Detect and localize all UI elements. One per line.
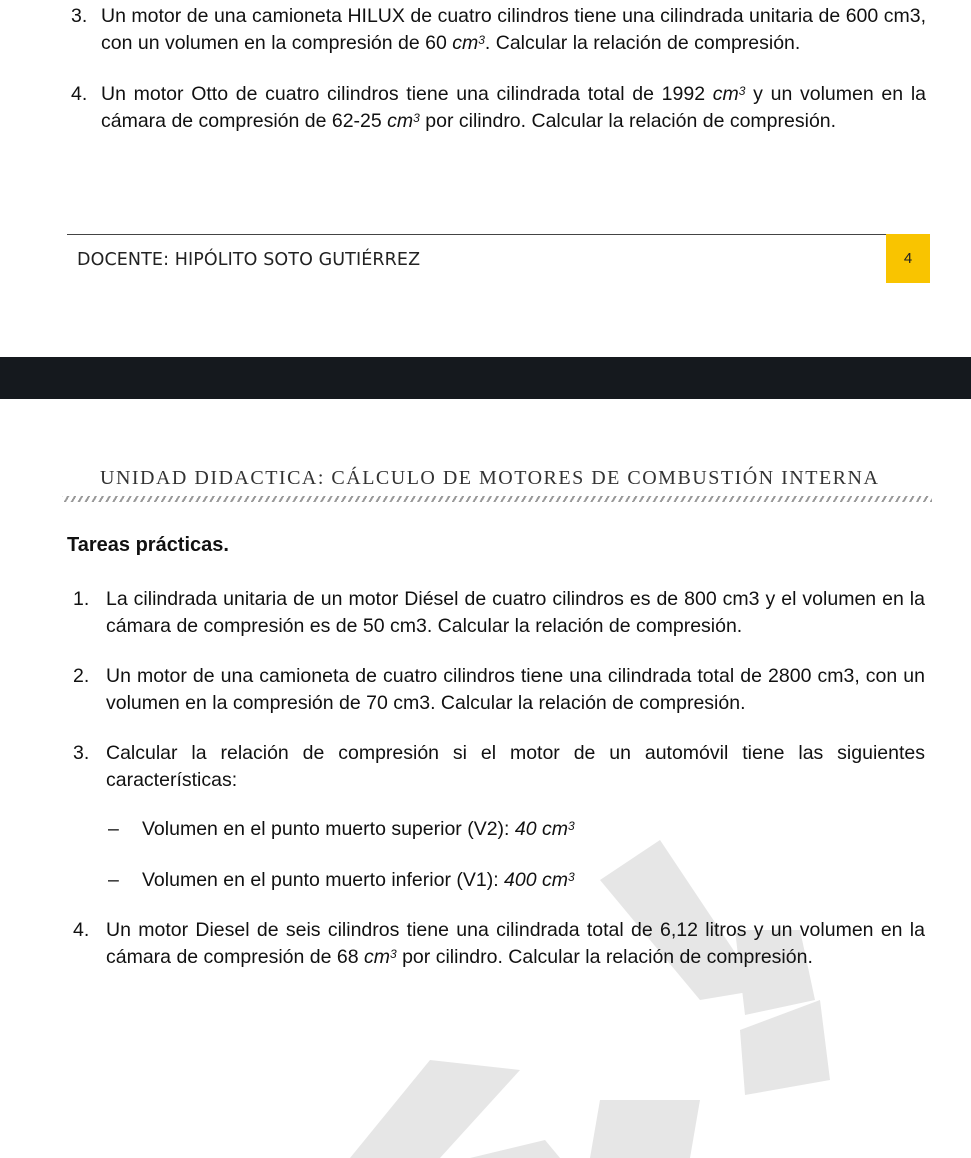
dash-bullet: – xyxy=(108,869,119,891)
header-dashed-divider xyxy=(62,496,932,502)
previous-question-4 xyxy=(71,81,926,135)
dash-bullet: – xyxy=(108,818,119,840)
characteristic-item: – Volumen en el punto muerto inferior (V1): 400 $cm^3$ xyxy=(142,867,925,894)
task-3 xyxy=(73,740,925,894)
task-number: 3. xyxy=(73,742,90,764)
unit-cm3: $cm^3$ xyxy=(452,32,485,54)
task-number: 4. xyxy=(73,919,90,941)
task-1 xyxy=(73,586,925,640)
previous-questions-list xyxy=(0,3,971,135)
characteristic-item: – Volumen en el punto muerto superior (V2): 40 $cm^3$ xyxy=(142,816,925,843)
question-number: 4. xyxy=(71,83,88,105)
task-text: La cilindrada unitaria de un motor Diésel de cuatro cilindros es de 800 cm3 y el volumen en la cámara de compresión es de 50 cm3. Calcular la relación de compresión. xyxy=(106,588,925,637)
unit-cm3: $cm^3$ xyxy=(387,110,420,132)
task-2 xyxy=(73,663,925,717)
task-4 xyxy=(73,917,925,971)
footer-divider xyxy=(67,234,886,235)
previous-question-3 xyxy=(71,3,926,57)
task-3-characteristics xyxy=(106,816,925,894)
page-separator-band xyxy=(0,357,971,399)
task-text: Un motor Diesel de seis cilindros tiene una cilindrada total de 6,12 litros y un volumen en la cámara de compresión de 68 $cm^3$ por cilindro. Calcular la relación de compresión. xyxy=(106,919,925,968)
task-number: 1. xyxy=(73,588,90,610)
footer-docente: DOCENTE: HIPÓLITO SOTO GUTIÉRREZ xyxy=(77,250,421,270)
unit-header-title: UNIDAD DIDACTICA: CÁLCULO DE MOTORES DE COMBUSTIÓN INTERNA xyxy=(100,467,880,489)
task-number: 2. xyxy=(73,665,90,687)
section-heading: Tareas prácticas. xyxy=(67,534,229,556)
page-number: 4 xyxy=(903,250,913,267)
page-number-badge xyxy=(886,234,930,283)
volume-value: 40 $cm^3$ xyxy=(514,818,575,840)
task-text: Calcular la relación de compresión si el motor de un automóvil tiene las siguientes características: xyxy=(106,742,925,791)
question-text: Un motor Otto de cuatro cilindros tiene una cilindrada total de 1992 $cm^3$ y un volumen en la cámara de compresión de 62-25 $cm^3$ por cilindro. Calcular la relación de compresión. xyxy=(101,83,926,132)
question-text: Un motor de una camioneta HILUX de cuatro cilindros tiene una cilindrada unitaria de 600 cm3, con un volumen en la compresión de 60 $cm^3$. Calcular la relación de compresión. xyxy=(101,5,926,54)
task-text: Un motor de una camioneta de cuatro cilindros tiene una cilindrada total de 2800 cm3, con un volumen en la compresión de 70 cm3. Calcular la relación de compresión. xyxy=(106,665,925,714)
tasks-container xyxy=(0,586,971,971)
unit-cm3: $cm^3$ xyxy=(363,946,397,968)
question-number: 3. xyxy=(71,5,88,27)
volume-value: 400 $cm^3$ xyxy=(504,869,575,891)
tasks-list xyxy=(0,586,971,971)
unit-cm3: $cm^3$ xyxy=(712,83,746,105)
previous-page-section xyxy=(0,0,971,270)
